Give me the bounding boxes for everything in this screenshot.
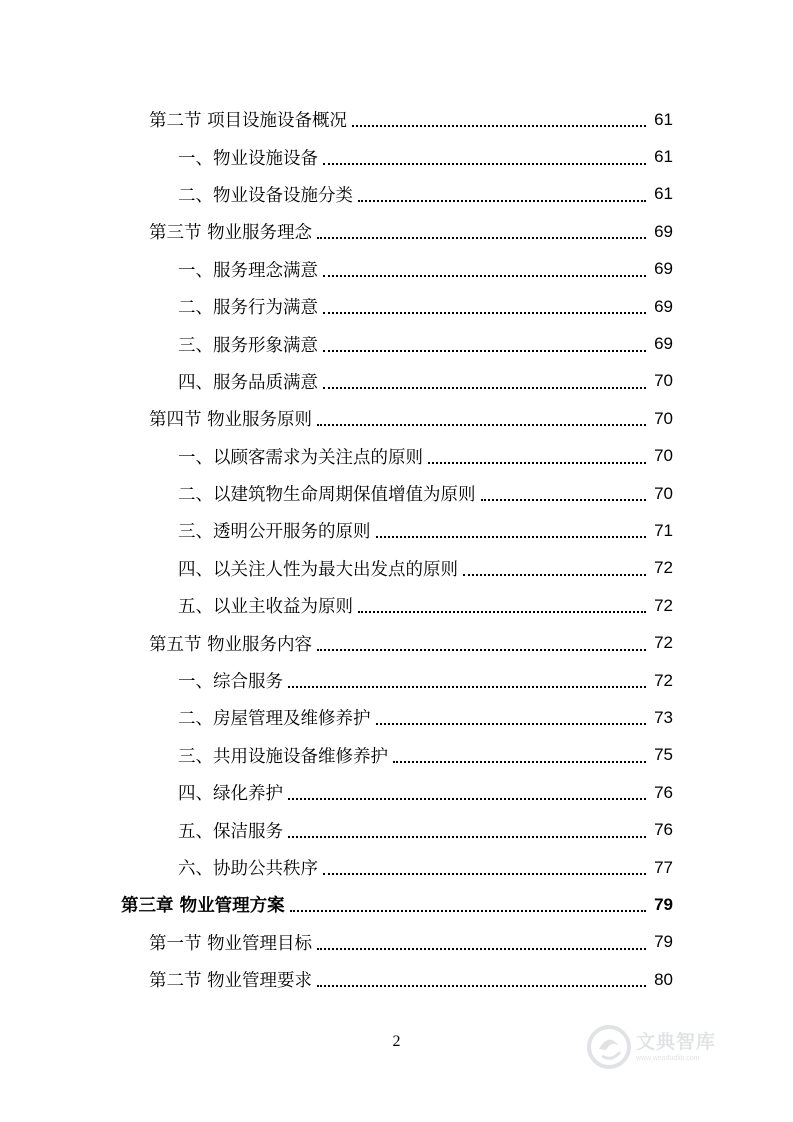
toc-entry-title: 第一节 物业管理目标 bbox=[149, 930, 314, 955]
toc-dot-leader bbox=[323, 274, 646, 277]
toc-entry-page: 80 bbox=[654, 969, 673, 989]
toc-entry-item[interactable] bbox=[0, 325, 793, 362]
toc-entry-item[interactable] bbox=[0, 176, 793, 213]
toc-entry-title: 二、房屋管理及维修养护 bbox=[178, 705, 373, 730]
toc-entry-item[interactable] bbox=[0, 251, 793, 288]
toc-dot-leader bbox=[393, 760, 646, 763]
toc-dot-leader bbox=[481, 498, 647, 501]
toc-entry-item[interactable] bbox=[0, 699, 793, 736]
toc-entry-title: 六、协助公共秩序 bbox=[178, 855, 320, 880]
toc-dot-leader bbox=[352, 124, 646, 127]
toc-entry-item[interactable] bbox=[0, 587, 793, 624]
toc-entry-title: 第三章 物业管理方案 bbox=[121, 892, 287, 917]
toc-entry-item[interactable] bbox=[0, 288, 793, 325]
toc-entry-section[interactable] bbox=[0, 101, 793, 138]
toc-dot-leader bbox=[323, 311, 646, 314]
toc-entry-title: 五、以业主收益为原则 bbox=[178, 593, 355, 618]
toc-dot-leader bbox=[317, 984, 646, 987]
toc-entry-page: 75 bbox=[654, 745, 673, 765]
toc-dot-leader bbox=[323, 872, 646, 875]
toc-entry-page: 70 bbox=[654, 371, 673, 391]
watermark-url: www.wendudlib.com bbox=[636, 1054, 700, 1062]
toc-entry-title: 第四节 物业服务原则 bbox=[149, 406, 314, 431]
toc-dot-leader bbox=[317, 648, 646, 651]
watermark bbox=[586, 1018, 766, 1076]
toc-entry-item[interactable] bbox=[0, 737, 793, 774]
toc-dot-leader bbox=[358, 610, 646, 613]
toc-dot-leader bbox=[463, 573, 646, 576]
toc-entry-page: 72 bbox=[654, 558, 673, 578]
toc-entry-title: 二、以建筑物生命周期保值增值为原则 bbox=[178, 481, 478, 506]
toc-entry-title: 三、共用设施设备维修养护 bbox=[178, 743, 390, 768]
toc-entry-title: 一、综合服务 bbox=[178, 668, 285, 693]
toc-dot-leader bbox=[428, 461, 646, 464]
toc-dot-leader bbox=[290, 909, 646, 912]
toc-dot-leader bbox=[317, 236, 646, 239]
toc-dot-leader bbox=[288, 835, 646, 838]
toc-entry-page: 70 bbox=[654, 446, 673, 466]
wendian-logo-icon bbox=[586, 1024, 632, 1070]
toc-entry-page: 69 bbox=[654, 296, 673, 316]
toc-dot-leader bbox=[376, 535, 647, 538]
toc-entry-page: 69 bbox=[654, 259, 673, 279]
toc-entry-item[interactable] bbox=[0, 363, 793, 400]
toc-entry-page: 79 bbox=[654, 932, 673, 952]
watermark-brand: 文典智库 bbox=[636, 1030, 717, 1053]
toc-entry-item[interactable] bbox=[0, 475, 793, 512]
toc-entry-item[interactable] bbox=[0, 438, 793, 475]
toc-entry-chapter[interactable] bbox=[0, 886, 793, 923]
toc-dot-leader bbox=[323, 386, 646, 389]
toc-entry-title: 五、保洁服务 bbox=[178, 818, 285, 843]
toc-entry-page: 76 bbox=[654, 820, 673, 840]
toc-entry-title: 四、绿化养护 bbox=[178, 780, 285, 805]
toc-dot-leader bbox=[288, 685, 646, 688]
toc-entry-title: 一、以顾客需求为关注点的原则 bbox=[178, 444, 425, 469]
toc-entry-item[interactable] bbox=[0, 662, 793, 699]
toc-entry-title: 四、服务品质满意 bbox=[178, 369, 320, 394]
toc-entry-item[interactable] bbox=[0, 811, 793, 848]
toc-entry-page: 79 bbox=[654, 894, 673, 914]
toc-entry-page: 73 bbox=[654, 707, 673, 727]
toc-entry-page: 72 bbox=[654, 595, 673, 615]
toc-dot-leader bbox=[317, 947, 646, 950]
toc-entry-title: 三、透明公开服务的原则 bbox=[178, 518, 373, 543]
toc-entry-title: 二、服务行为满意 bbox=[178, 294, 320, 319]
toc-entry-title: 三、服务形象满意 bbox=[178, 332, 320, 357]
page-number: 2 bbox=[392, 1033, 401, 1050]
toc-dot-leader bbox=[317, 423, 646, 426]
toc-entry-title: 第二节 物业管理要求 bbox=[149, 967, 314, 992]
toc-entry-title: 四、以关注人性为最大出发点的原则 bbox=[178, 556, 460, 581]
toc-entry-item[interactable] bbox=[0, 849, 793, 886]
toc-entry-title: 第二节 项目设施设备概况 bbox=[149, 107, 349, 132]
toc-entry-page: 70 bbox=[654, 483, 673, 503]
toc-entry-page: 61 bbox=[654, 184, 673, 204]
toc-entry-page: 71 bbox=[654, 520, 673, 540]
toc-entry-page: 69 bbox=[654, 221, 673, 241]
toc-entry-item[interactable] bbox=[0, 774, 793, 811]
toc-entry-page: 72 bbox=[654, 670, 673, 690]
toc-dot-leader bbox=[323, 349, 646, 352]
toc-dot-leader bbox=[288, 797, 646, 800]
toc-entry-page: 69 bbox=[654, 334, 673, 354]
toc-entry-title: 第五节 物业服务内容 bbox=[149, 631, 314, 656]
toc-entry-page: 76 bbox=[654, 782, 673, 802]
toc-entry-page: 72 bbox=[654, 633, 673, 653]
toc-entry-page: 61 bbox=[654, 147, 673, 167]
toc-dot-leader bbox=[358, 199, 646, 202]
toc-entry-title: 二、物业设备设施分类 bbox=[178, 182, 355, 207]
toc-dot-leader bbox=[376, 722, 647, 725]
table-of-contents bbox=[0, 101, 793, 998]
toc-entry-item[interactable] bbox=[0, 512, 793, 549]
toc-entry-page: 61 bbox=[654, 109, 673, 129]
toc-entry-section[interactable] bbox=[0, 213, 793, 250]
toc-entry-title: 第三节 物业服务理念 bbox=[149, 219, 314, 244]
toc-entry-section[interactable] bbox=[0, 400, 793, 437]
toc-entry-page: 70 bbox=[654, 408, 673, 428]
toc-entry-title: 一、服务理念满意 bbox=[178, 257, 320, 282]
toc-dot-leader bbox=[323, 162, 646, 165]
toc-entry-section[interactable] bbox=[0, 924, 793, 961]
toc-entry-item[interactable] bbox=[0, 138, 793, 175]
toc-entry-section[interactable] bbox=[0, 624, 793, 661]
toc-entry-item[interactable] bbox=[0, 550, 793, 587]
toc-entry-page: 77 bbox=[654, 857, 673, 877]
toc-entry-section[interactable] bbox=[0, 961, 793, 998]
toc-entry-title: 一、物业设施设备 bbox=[178, 145, 320, 170]
